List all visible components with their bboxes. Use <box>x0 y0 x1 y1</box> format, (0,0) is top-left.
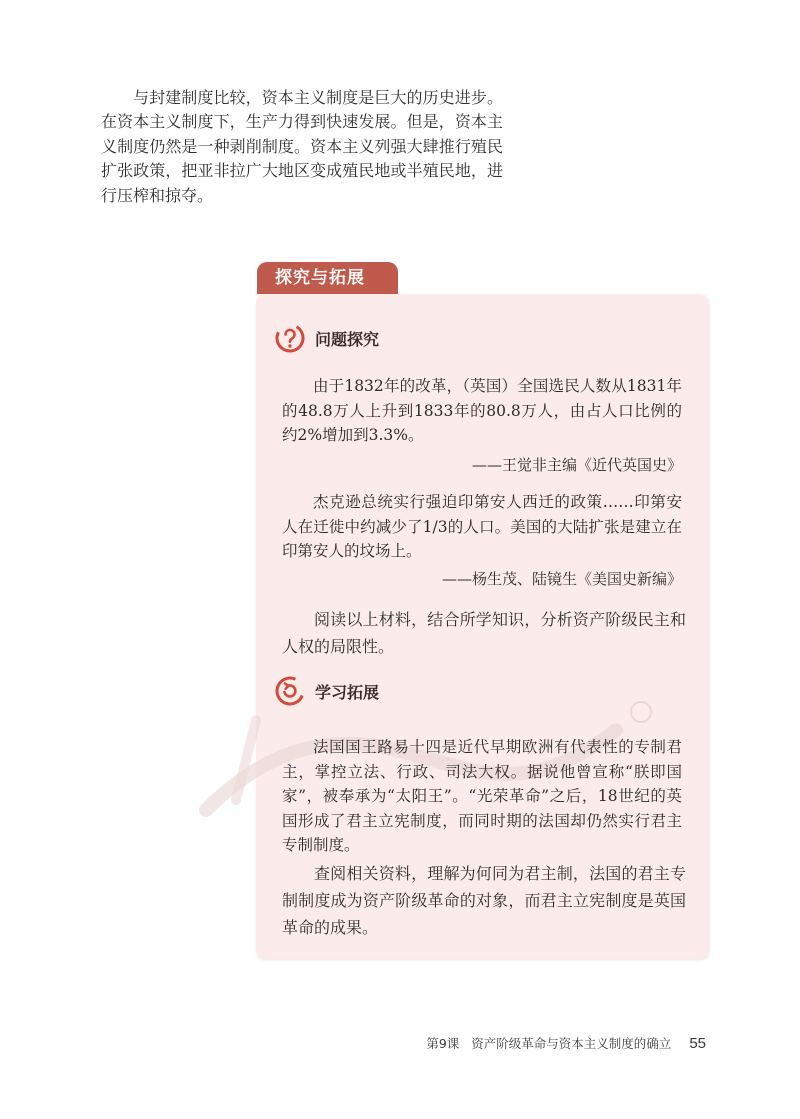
footer-lesson: 第9课 <box>426 1036 460 1051</box>
extension-task <box>282 860 686 941</box>
quote-2-text: 杰克逊总统实行强迫印第安人西迁的政策……印第安人在迁徙中约减少了1/3的人口。美国的大陆扩张是建立在印第安人的坟场上。 <box>282 493 682 561</box>
intro-text: 与封建制度比较，资本主义制度是巨大的历史进步。在资本主义制度下，生产力得到快速发展。但是，资本主义制度仍然是一种剥削制度。资本主义列强大肆推行殖民扩张政策，把亚非拉广大地区变成殖民地或半殖民地，进行压榨和掠夺。 <box>101 88 503 205</box>
quote-block-1 <box>282 374 682 448</box>
quote-2-source: ——杨生茂、陆镜生《美国史新编》 <box>441 570 682 588</box>
quote-block-2 <box>282 490 682 564</box>
footer-title: 资产阶级革命与资本主义制度的确立 <box>471 1036 672 1051</box>
page-footer <box>426 1034 706 1052</box>
extension-task-text: 查阅相关资料，理解为何同为君主制，法国的君主专制制度成为资产阶级革命的对象，而君主立宪制度是英国革命的成果。 <box>282 864 686 937</box>
extension-text-block <box>282 735 682 858</box>
section-tab: 探究与拓展 <box>257 262 398 294</box>
section-extension-title: 学习拓展 <box>315 682 380 702</box>
question-task-text: 阅读以上材料，结合所学知识，分析资产阶级民主和人权的局限性。 <box>282 610 686 656</box>
question-mark-icon <box>275 323 305 353</box>
extension-text: 法国国王路易十四是近代早期欧洲有代表性的专制君主，掌控立法、行政、司法大权。据说他曾宣称“朕即国家”，被奉承为“太阳王”。“光荣革命”之后，18世纪的英国形成了君主立宪制度，而同时期的法国却仍然实行君主专制制度。 <box>282 738 682 855</box>
section-extension-heading <box>275 676 379 706</box>
quote-1-source: ——王觉非主编《近代英国史》 <box>471 456 682 474</box>
refresh-circle-icon <box>275 676 305 706</box>
section-question-heading <box>275 323 379 353</box>
section-question-title: 问题探究 <box>315 329 380 349</box>
intro-paragraph <box>101 86 503 208</box>
page-number: 55 <box>689 1035 706 1052</box>
question-task <box>282 606 686 660</box>
quote-1-text: 由于1832年的改革，（英国）全国选民人数从1831年的48.8万人上升到1833年的80.8万人，由占人口比例的约2%增加到3.3%。 <box>282 377 682 445</box>
